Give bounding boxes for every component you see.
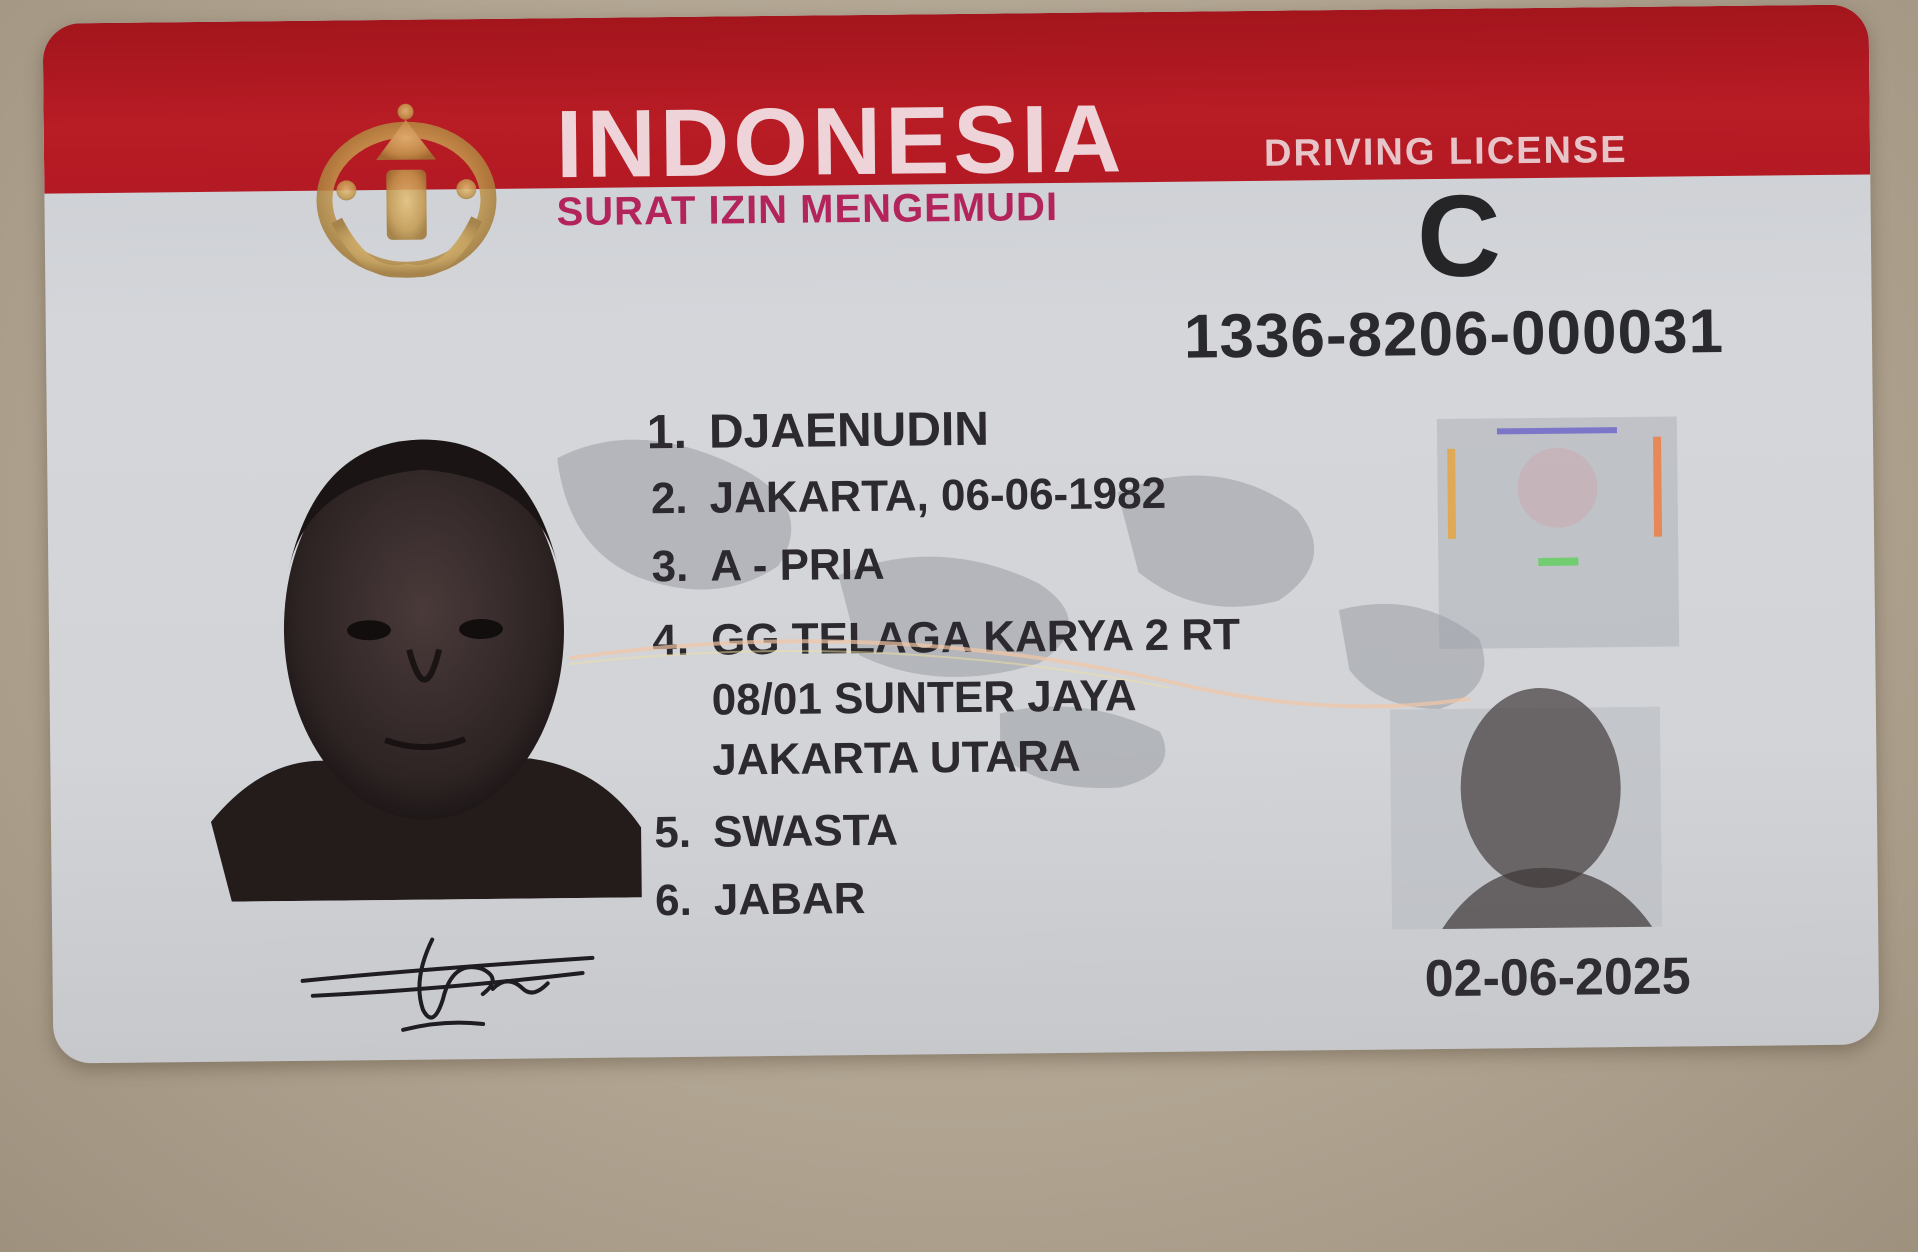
blood-type-gender: A - PRIA: [710, 539, 885, 591]
occupation: SWASTA: [712, 805, 899, 857]
field-issuing-region: 6. JABAR: [612, 870, 1512, 923]
signature-icon: [292, 918, 613, 1041]
birth-place-date: JAKARTA, 06-06-1982: [709, 468, 1167, 523]
expiry-date: 02-06-2025: [1424, 947, 1691, 1009]
address-line-3: JAKARTA UTARA: [712, 731, 1081, 785]
field-blood-gender: 3. A - PRIA: [608, 536, 1508, 589]
field-name: 1. DJAENUDIN: [607, 400, 1507, 457]
license-class: C: [1416, 170, 1502, 302]
holder-details: [607, 400, 1512, 926]
document-subtitle: SURAT IZIN MENGEMUDI: [556, 184, 1059, 235]
address-line-2: 08/01 SUNTER JAYA: [711, 671, 1137, 725]
police-emblem-icon: [305, 99, 507, 291]
field-birth: 2. JAKARTA, 06-06-1982: [607, 468, 1507, 521]
holder-name: DJAENUDIN: [708, 402, 990, 459]
holder-photo: [197, 397, 652, 902]
issuing-region: JABAR: [713, 874, 866, 925]
document-english-title: DRIVING LICENSE: [1263, 128, 1628, 175]
address-line-1: GG TELAGA KARYA 2 RT: [710, 610, 1241, 665]
field-occupation: 5. SWASTA: [611, 802, 1511, 855]
field-address: 4. GG TELAGA KARYA 2 RT 08/01 SUNTER JAYA JAKARTA UTARA: [609, 602, 1511, 791]
driving-license-card: [43, 4, 1880, 1063]
license-number: 1336-8206-000031: [1183, 297, 1725, 372]
address: [711, 602, 1511, 790]
country-title: INDONESIA: [555, 85, 1126, 199]
